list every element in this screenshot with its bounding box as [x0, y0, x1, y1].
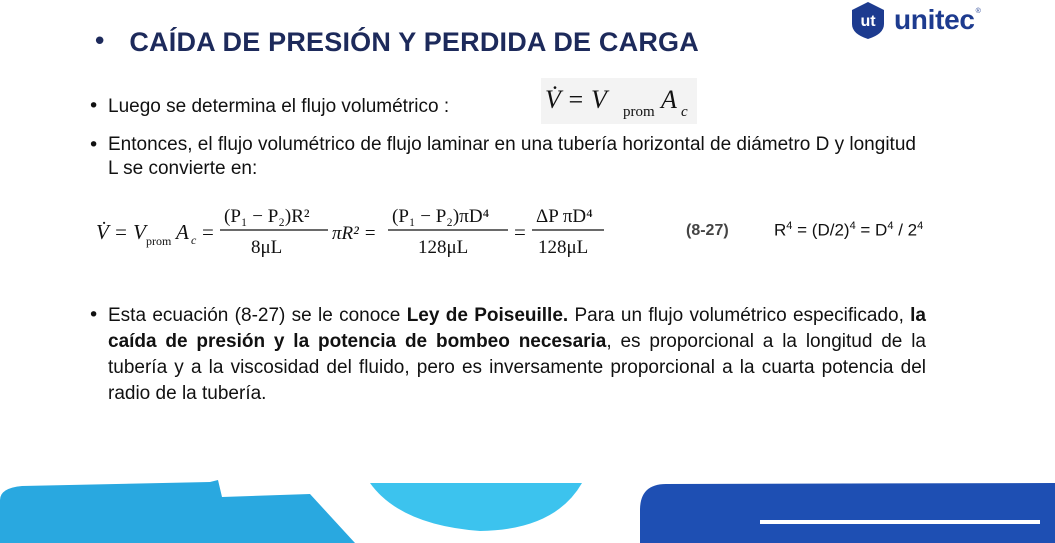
bullet-3-emphasis: la caída de presión y la potencia de bombeo necesaria [108, 305, 927, 352]
eq-equals-1: = [202, 220, 214, 244]
unitec-logo [848, 0, 993, 40]
logo-word: unitec [894, 4, 975, 35]
slide-title-row [92, 22, 699, 62]
radius-relation [774, 220, 923, 241]
logo-mark: ut [860, 13, 876, 30]
bullet-dot: • [88, 304, 100, 326]
bullet-3-law-name: Ley de Poiseuille. [406, 305, 569, 326]
r4-eq1: = (D/2) [792, 220, 850, 240]
slide-title: CAÍDA DE PRESIÓN Y PERDIDA DE CARGA [129, 26, 699, 57]
eq-lhs: V̇ = V [96, 220, 146, 244]
eq-frac2-num: (P₁ − P₂)πD⁴ [392, 206, 490, 227]
bullet-2-text: Entonces, el flujo volumétrico de flujo laminar en una tubería horizontal de diámetro D y longitud L se convierte en: [108, 134, 916, 179]
bullet-3-part-1: Esta ecuación (8-27) se le conoce [108, 305, 407, 326]
footer-shape-right [640, 483, 1055, 543]
r4-eq3: / 2 [893, 220, 918, 240]
r4-r: R [774, 220, 787, 240]
eq-frac1-den: 8μL [251, 237, 283, 258]
eq-prom: prom [146, 234, 172, 248]
flow-rate-formula [541, 78, 697, 124]
eq-A: A [176, 220, 189, 244]
bullet-3-part-5: , es proporcional a la longitud de la tubería y a la viscosidad del fluido, pero es inversamente proporcional a la cuarta potencia del radio de la tubería. [108, 331, 926, 404]
logo-registered: ® [975, 7, 981, 15]
bullet-2 [88, 133, 938, 181]
r4-exp-4: 4 [917, 220, 924, 232]
eq-frac2-den: 128μL [418, 237, 469, 258]
footer-shape-left [0, 480, 355, 543]
unitec-shield-icon [848, 0, 888, 40]
small-formula-lhs: V̇ = V [545, 85, 607, 114]
small-formula-prom: prom [623, 104, 655, 120]
r4-eq2: = D [855, 220, 888, 240]
bullet-1 [88, 94, 449, 119]
r4-exp-2: 4 [849, 220, 856, 232]
eq-frac3-num: ΔP πD⁴ [536, 206, 593, 227]
equation-number: (8-27) [686, 222, 729, 239]
eq-equals-2: = [514, 220, 526, 244]
bullet-dot: • [88, 134, 100, 156]
bullet-3-part-3: Para un flujo volumétrico especificado, [568, 305, 911, 326]
eq-c: c [191, 233, 197, 247]
eq-frac1-num: (P₁ − P₂)R² [224, 206, 310, 227]
r4-exp-3: 4 [887, 220, 894, 232]
bullet-1-text: Luego se determina el flujo volumétrico : [108, 96, 450, 117]
eq-frac3-den: 128μL [538, 237, 589, 258]
bullet-3 [88, 303, 938, 407]
r4-exp-1: 4 [786, 220, 793, 232]
small-formula-A: A [661, 85, 677, 114]
title-bullet: • [92, 27, 108, 57]
eq-piR2: πR² = [332, 223, 377, 244]
decorative-footer-shapes [0, 470, 1055, 543]
bullet-3-text [108, 303, 926, 407]
poiseuille-equation [96, 198, 616, 264]
footer-shape-center [370, 483, 582, 531]
small-formula-c: c [681, 104, 688, 120]
bullet-dot: • [88, 95, 100, 117]
